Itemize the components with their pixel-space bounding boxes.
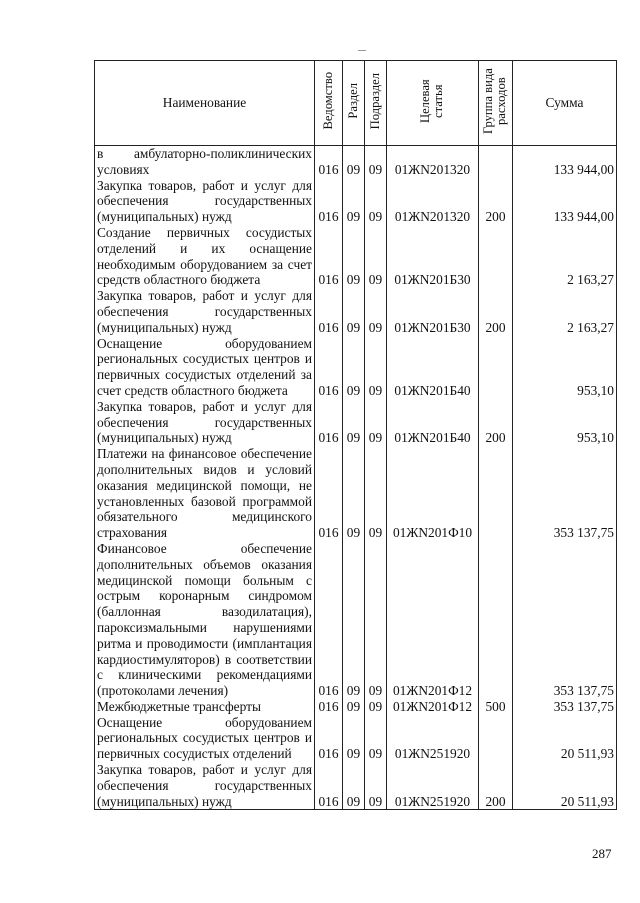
row-summa: 353 137,75 <box>513 446 617 541</box>
page-number: 287 <box>592 846 612 861</box>
row-razdel: 09 <box>343 699 365 715</box>
row-summa: 2 163,27 <box>513 288 617 335</box>
row-ved: 016 <box>315 288 343 335</box>
table-row <box>95 446 617 541</box>
row-podrazdel: 09 <box>365 541 387 699</box>
row-razdel: 09 <box>343 178 365 225</box>
row-gruppa <box>479 715 513 762</box>
row-razdel: 09 <box>343 399 365 446</box>
row-name: Оснащение оборудованием региональных сосудистых центров и первичных сосудистых отделений за счет средств областного бюджета <box>95 336 315 399</box>
row-ved: 016 <box>315 399 343 446</box>
row-celevaya: 01ЖN251920 <box>387 715 479 762</box>
row-ved: 016 <box>315 178 343 225</box>
budget-table <box>94 60 617 810</box>
row-name: Финансовое обеспечение дополнительных объемов оказания медицинской помощи больным с острым коронарным синдромом (баллонная вазодилатация), пароксизмальными нарушениями ритма и проводимости (имплантация кардиостимуляторов) в соответствии с клиническими рекомендациями (протоколами лечения) <box>95 541 315 699</box>
table-row <box>95 225 617 288</box>
row-ved: 016 <box>315 699 343 715</box>
row-podrazdel: 09 <box>365 336 387 399</box>
table-row <box>95 541 617 699</box>
table-row <box>95 762 617 810</box>
header-gruppa: Группа вида расходов <box>479 61 513 146</box>
table-header <box>95 61 617 146</box>
table-row <box>95 715 617 762</box>
row-ved: 016 <box>315 336 343 399</box>
row-celevaya: 01ЖN201Ф12 <box>387 541 479 699</box>
row-gruppa: 200 <box>479 762 513 810</box>
header-celevaya: Целевая статья <box>387 61 479 146</box>
scan-mark <box>358 50 366 51</box>
table-row <box>95 399 617 446</box>
header-summa: Сумма <box>513 61 617 146</box>
row-razdel: 09 <box>343 288 365 335</box>
row-name: Закупка товаров, работ и услуг для обеспечения государственных (муниципальных) нужд <box>95 288 315 335</box>
row-razdel: 09 <box>343 762 365 810</box>
row-summa: 953,10 <box>513 336 617 399</box>
row-gruppa <box>479 225 513 288</box>
row-ved: 016 <box>315 446 343 541</box>
row-name: Платежи на финансовое обеспечение дополнительных видов и условий оказания медицинской помощи, не установленных базовой программой обязательного медицинского страхования <box>95 446 315 541</box>
row-name: Закупка товаров, работ и услуг для обеспечения государственных (муниципальных) нужд <box>95 399 315 446</box>
row-summa: 20 511,93 <box>513 715 617 762</box>
row-name: в амбулаторно-поликлинических условиях <box>95 146 315 178</box>
table-row <box>95 178 617 225</box>
row-gruppa <box>479 446 513 541</box>
row-ved: 016 <box>315 715 343 762</box>
row-summa: 20 511,93 <box>513 762 617 810</box>
header-row <box>95 61 617 146</box>
row-celevaya: 01ЖN201320 <box>387 146 479 178</box>
row-celevaya: 01ЖN201Б30 <box>387 225 479 288</box>
row-celevaya: 01ЖN201Б40 <box>387 336 479 399</box>
row-summa: 953,10 <box>513 399 617 446</box>
row-podrazdel: 09 <box>365 178 387 225</box>
row-gruppa <box>479 146 513 178</box>
row-celevaya: 01ЖN201Б40 <box>387 399 479 446</box>
row-podrazdel: 09 <box>365 225 387 288</box>
row-celevaya: 01ЖN201Ф10 <box>387 446 479 541</box>
row-name: Создание первичных сосудистых отделений и их оснащение необходимым оборудованием за счет средств областного бюджета <box>95 225 315 288</box>
row-razdel: 09 <box>343 446 365 541</box>
row-podrazdel: 09 <box>365 762 387 810</box>
row-summa: 133 944,00 <box>513 178 617 225</box>
table-body <box>95 146 617 810</box>
row-gruppa: 200 <box>479 178 513 225</box>
row-celevaya: 01ЖN201Ф12 <box>387 699 479 715</box>
row-podrazdel: 09 <box>365 715 387 762</box>
row-summa: 353 137,75 <box>513 699 617 715</box>
table-row <box>95 288 617 335</box>
row-podrazdel: 09 <box>365 288 387 335</box>
row-celevaya: 01ЖN201Б30 <box>387 288 479 335</box>
row-ved: 016 <box>315 225 343 288</box>
header-name: Наименование <box>95 61 315 146</box>
row-razdel: 09 <box>343 225 365 288</box>
row-podrazdel: 09 <box>365 446 387 541</box>
row-podrazdel: 09 <box>365 146 387 178</box>
row-razdel: 09 <box>343 336 365 399</box>
row-podrazdel: 09 <box>365 399 387 446</box>
row-gruppa: 500 <box>479 699 513 715</box>
row-celevaya: 01ЖN201320 <box>387 178 479 225</box>
row-celevaya: 01ЖN251920 <box>387 762 479 810</box>
row-summa: 353 137,75 <box>513 541 617 699</box>
header-razdel: Раздел <box>343 61 365 146</box>
header-ved: Ведомство <box>315 61 343 146</box>
row-gruppa <box>479 541 513 699</box>
table-row <box>95 146 617 178</box>
row-ved: 016 <box>315 541 343 699</box>
table-row <box>95 336 617 399</box>
row-name: Оснащение оборудованием региональных сосудистых центров и первичных сосудистых отделений <box>95 715 315 762</box>
row-name: Закупка товаров, работ и услуг для обеспечения государственных (муниципальных) нужд <box>95 762 315 810</box>
row-name: Межбюджетные трансферты <box>95 699 315 715</box>
row-summa: 133 944,00 <box>513 146 617 178</box>
row-gruppa: 200 <box>479 399 513 446</box>
row-summa: 2 163,27 <box>513 225 617 288</box>
row-ved: 016 <box>315 762 343 810</box>
row-name: Закупка товаров, работ и услуг для обеспечения государственных (муниципальных) нужд <box>95 178 315 225</box>
row-gruppa <box>479 336 513 399</box>
header-podrazdel: Подраздел <box>365 61 387 146</box>
row-ved: 016 <box>315 146 343 178</box>
row-razdel: 09 <box>343 146 365 178</box>
row-gruppa: 200 <box>479 288 513 335</box>
row-razdel: 09 <box>343 541 365 699</box>
row-razdel: 09 <box>343 715 365 762</box>
row-podrazdel: 09 <box>365 699 387 715</box>
table-row <box>95 699 617 715</box>
